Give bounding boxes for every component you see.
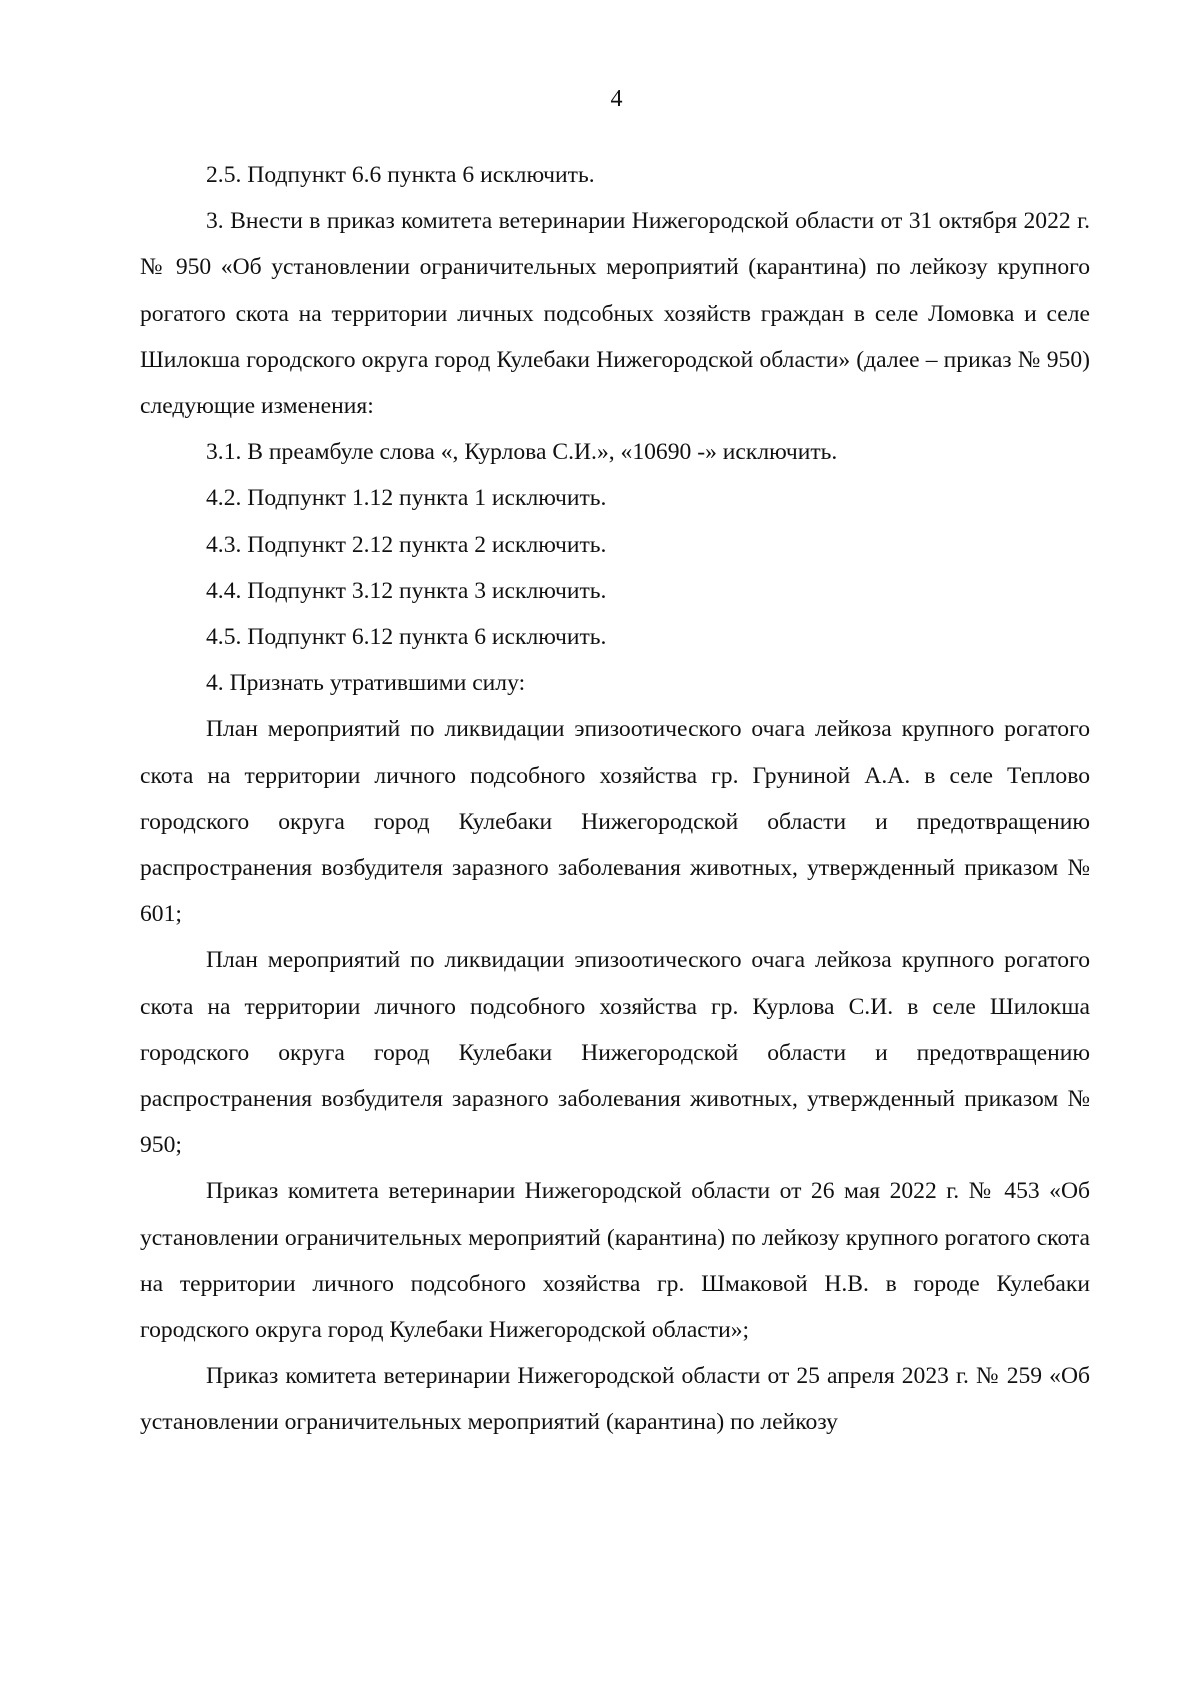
paragraph-plan-950: План мероприятий по ликвидации эпизоотического очага лейкоза крупного рогатого скота на территории личного подсобного хозяйства гр. Курлова С.И. в селе Шилокша городского округа город Кулебаки Нижегородской области и предотвращению распространения возбудителя заразного заболевания животных, утвержденный приказом № 950;	[140, 947, 1090, 1159]
paragraph-plan-601: План мероприятий по ликвидации эпизоотического очага лейкоза крупного рогатого скота на территории личного подсобного хозяйства гр. Груниной А.А. в селе Теплово городского округа город Кулебаки Нижегородской области и предотвращению распространения возбудителя заразного заболевания животных, утвержденный приказом № 601;	[140, 716, 1090, 928]
document-body	[140, 152, 1090, 1446]
paragraph-4-5: 4.5. Подпункт 6.12 пункта 6 исключить.	[206, 624, 607, 651]
paragraph-4-3: 4.3. Подпункт 2.12 пункта 2 исключить.	[206, 531, 607, 558]
page-number: 4	[610, 86, 623, 112]
paragraph-order-259: Приказ комитета ветеринарии Нижегородской области от 25 апреля 2023 г. № 259 «Об установлении ограничительных мероприятий (карантина) по лейкозу	[140, 1363, 1090, 1436]
paragraph-3-1: 3.1. В преамбуле слова «, Курлова С.И.», «10690 -» исключить.	[206, 439, 838, 466]
paragraph-3: 3. Внести в приказ комитета ветеринарии Нижегородской области от 31 октября 2022 г. № 950 «Об установлении ограничительных мероприятий (карантина) по лейкозу крупного рогатого скота на территории личных подсобных хозяйств граждан в селе Ломовка и селе Шилокша городского округа город Кулебаки Нижегородской области» (далее – приказ № 950) следующие изменения:	[140, 208, 1090, 420]
paragraph-4-4: 4.4. Подпункт 3.12 пункта 3 исключить.	[206, 577, 607, 604]
paragraph-2-5: 2.5. Подпункт 6.6 пункта 6 исключить.	[206, 162, 595, 188]
paragraph-order-453: Приказ комитета ветеринарии Нижегородской области от 26 мая 2022 г. № 453 «Об установлении ограничительных мероприятий (карантина) по лейкозу крупного рогатого скота на территории личного подсобного хозяйства гр. Шмаковой Н.В. в городе Кулебаки городского округа город Кулебаки Нижегородской области»;	[140, 1178, 1090, 1344]
paragraph-4: 4. Признать утратившими силу:	[206, 670, 526, 697]
paragraph-4-2: 4.2. Подпункт 1.12 пункта 1 исключить.	[206, 485, 607, 512]
